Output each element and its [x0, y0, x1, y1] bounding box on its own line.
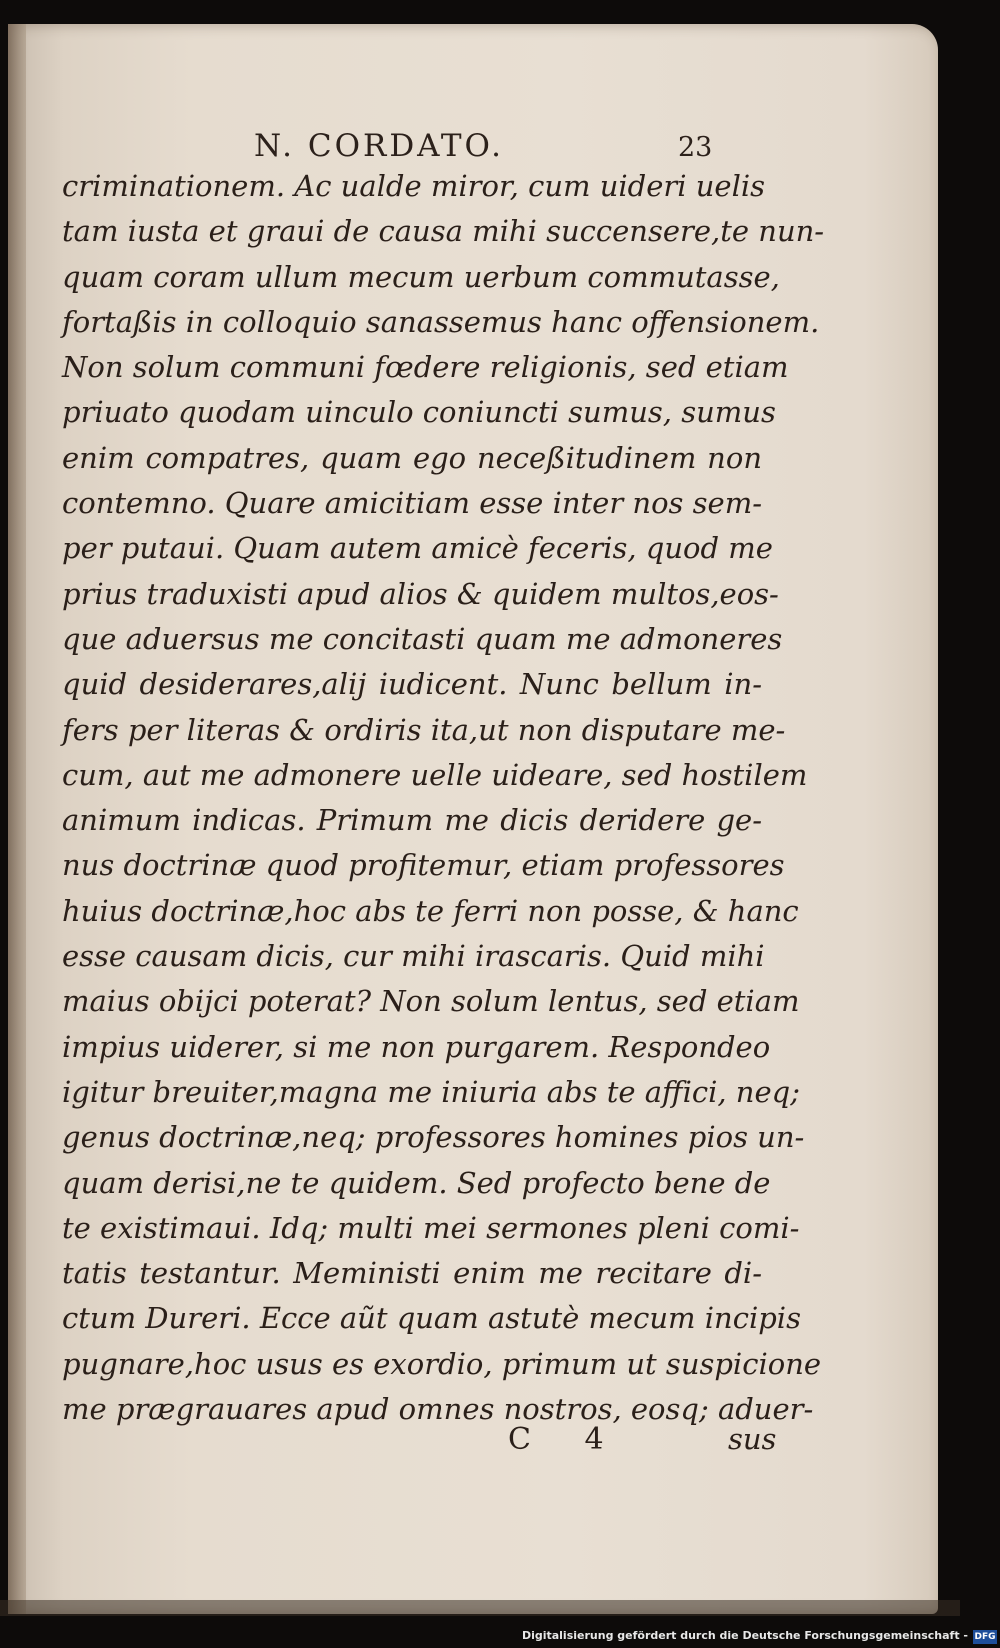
page-number: 23	[678, 132, 713, 163]
text-line: ctum Dureri. Ecce aũt quam astutè mecum incipis	[62, 1301, 801, 1336]
book-page	[8, 24, 938, 1614]
text-line: huius doctrinæ,hoc abs te ferri non posse, & hanc	[62, 893, 799, 928]
catchword: sus	[728, 1422, 777, 1456]
text-line: enim compatres, quam ego neceßitudinem non	[62, 440, 762, 475]
body-text	[62, 164, 825, 1432]
text-line: quid desiderares,alij iudicent. Nunc bellum in-	[62, 667, 762, 702]
dfg-logo: DFG	[974, 1632, 996, 1642]
page-header	[8, 102, 938, 172]
text-line: tam iusta et graui de causa mihi succensere,te nun-	[62, 214, 825, 249]
text-line: Non solum communi fœdere religionis, sed etiam	[62, 350, 789, 385]
text-line: igitur breuiter,magna me iniuria abs te affici, neq;	[62, 1074, 800, 1109]
text-line: prius traduxisti apud alios & quidem multos,eos-	[62, 576, 779, 611]
text-line: animum indicas. Primum me dicis deridere ge-	[62, 803, 762, 838]
signature-mark: C 4	[508, 1422, 626, 1457]
running-title: N. CORDATO.	[254, 128, 504, 164]
text-line: contemno. Quare amicitiam esse inter nos sem-	[62, 486, 762, 521]
text-line: priuato quodam uinculo coniuncti sumus, sumus	[62, 395, 776, 430]
text-line: fortaßis in colloquio sanassemus hanc offensionem.	[62, 304, 820, 339]
text-line: te existimaui. Idq; multi mei sermones pleni comi-	[62, 1210, 800, 1245]
text-line: cum, aut me admonere uelle uideare, sed hostilem	[62, 757, 808, 792]
text-line: nus doctrinæ quod profitemur, etiam professores	[62, 848, 785, 883]
text-line: quam derisi,ne te quidem. Sed profecto bene de	[62, 1165, 771, 1200]
page-edge-shadow	[0, 1600, 960, 1616]
text-line: tatis testantur. Meministi enim me recitare di-	[62, 1256, 762, 1291]
text-line: esse causam dicis, cur mihi irascaris. Quid mihi	[62, 939, 765, 974]
text-line: per putaui. Quam autem amicè feceris, quod me	[62, 531, 773, 566]
page-gutter	[8, 24, 26, 1614]
text-line: quam coram ullum mecum uerbum commutasse,	[62, 259, 780, 294]
text-line: pugnare,hoc usus es exordio, primum ut suspicione	[62, 1346, 822, 1381]
text-line: fers per literas & ordiris ita,ut non disputare me-	[62, 712, 786, 747]
text-line: que aduersus me concitasti quam me admoneres	[62, 621, 783, 656]
text-line: me prægrauares apud omnes nostros, eosq; aduer-	[62, 1392, 814, 1427]
text-line: criminationem. Ac ualde miror, cum uideri uelis	[62, 169, 766, 203]
text-line: genus doctrinæ,neq; professores homines pios un-	[62, 1120, 805, 1155]
text-line: impius uiderer, si me non purgarem. Respondeo	[62, 1029, 771, 1064]
page-footer	[8, 1414, 938, 1474]
text-line: maius obijci poterat? Non solum lentus, sed etiam	[62, 984, 800, 1019]
digitization-credit: Digitalisierung gefördert durch die Deutsche Forschungsgemeinschaft -	[521, 1629, 968, 1642]
